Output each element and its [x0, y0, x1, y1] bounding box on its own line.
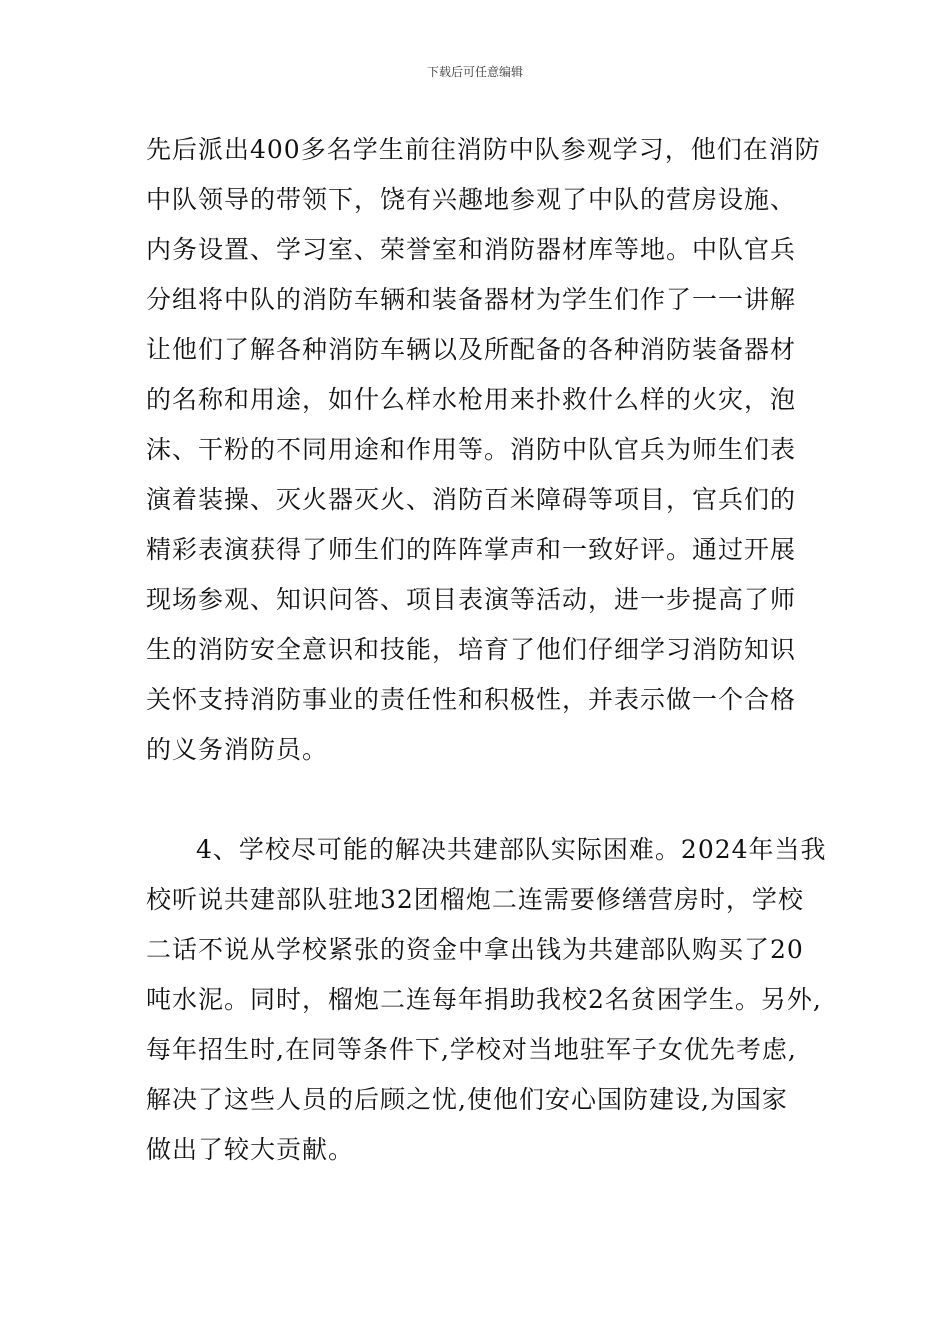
- paragraph-line: 二话不说从学校紧张的资金中拿出钱为共建部队购买了20: [146, 935, 804, 964]
- paragraph-line: 精彩表演获得了师生们的阵阵掌声和一致好评。通过开展: [146, 535, 797, 564]
- paragraph-line: 吨水泥。同时，榴炮二连每年捐助我校2名贫困学生。另外,: [146, 985, 822, 1014]
- paragraph-line: 让他们了解各种消防车辆以及所配备的各种消防装备器材: [146, 335, 797, 364]
- paragraph-line: 内务设置、学习室、荣誉室和消防器材库等地。中队官兵: [146, 235, 797, 264]
- paragraph-line: 关怀支持消防事业的责任性和积极性，并表示做一个合格: [146, 685, 797, 714]
- paragraph-line: 校听说共建部队驻地32团榴炮二连需要修缮营房时，学校: [146, 885, 804, 914]
- paragraph-line: 4、学校尽可能的解决共建部队实际困难。2024年当我: [196, 835, 827, 864]
- paragraph-line: 每年招生时,在同等条件下,学校对当地驻军子女优先考虑,: [146, 1035, 797, 1064]
- paragraph-line: 的义务消防员。: [146, 735, 329, 764]
- paragraph-line: 的名称和用途，如什么样水枪用来扑救什么样的火灾，泡: [146, 385, 797, 414]
- paragraph-line: 中队领导的带领下，饶有兴趣地参观了中队的营房设施、: [146, 185, 797, 214]
- paragraph-line: 生的消防安全意识和技能，培育了他们仔细学习消防知识: [146, 635, 797, 664]
- paragraph-line: 做出了较大贡献。: [146, 1135, 355, 1164]
- paragraph-line: 分组将中队的消防车辆和装备器材为学生们作了一一讲解: [146, 285, 797, 314]
- paragraph-line: 沫、干粉的不同用途和作用等。消防中队官兵为师生们表: [146, 435, 797, 464]
- paragraph-line: 现场参观、知识问答、项目表演等活动，进一步提高了师: [146, 585, 797, 614]
- paragraph-line: 演着装操、灭火器灭火、消防百米障碍等项目，官兵们的: [146, 485, 797, 514]
- paragraph-line: 解决了这些人员的后顾之忧,使他们安心国防建设,为国家: [146, 1085, 788, 1114]
- paragraph-line: 先后派出400多名学生前往消防中队参观学习，他们在消防: [146, 135, 821, 164]
- page-header: 下载后可任意编辑: [426, 65, 523, 79]
